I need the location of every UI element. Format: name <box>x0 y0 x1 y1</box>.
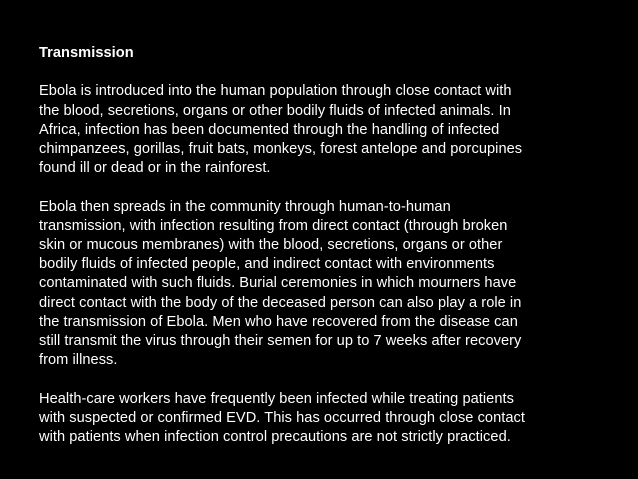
text-line: Health-care workers have frequently been infected while treating patients <box>39 390 514 407</box>
text-line: found ill or dead or in the rainforest. <box>39 160 271 177</box>
text-line: from illness. <box>39 352 118 369</box>
paragraph-3 <box>39 390 619 448</box>
text-line: with suspected or confirmed EVD. This has occurred through close contact <box>39 409 525 426</box>
text-line: contaminated with such fluids. Burial ceremonies in which mourners have <box>39 275 517 292</box>
slide-heading: Transmission <box>39 45 134 61</box>
text-line: direct contact with the body of the deceased person can also play a role in <box>39 294 522 311</box>
slide-content <box>39 44 619 447</box>
text-line: chimpanzees, gorillas, fruit bats, monkeys, forest antelope and porcupines <box>39 141 523 157</box>
text-line: with patients when infection control precautions are not strictly practiced. <box>39 429 511 446</box>
text-line: transmission, with infection resulting from direct contact (through broken <box>39 217 508 234</box>
text-line: bodily fluids of infected people, and indirect contact with environments <box>39 256 495 273</box>
text-line: skin or mucous membranes) with the blood, secretions, organs or other <box>39 237 503 253</box>
text-line: the transmission of Ebola. Men who have recovered from the disease can <box>39 313 518 330</box>
paragraph-2 <box>39 198 619 371</box>
paragraph-1 <box>39 82 619 178</box>
text-line: the blood, secretions, organs or other bodily fluids of infected animals. In <box>39 102 511 119</box>
text-line: Ebola is introduced into the human population through close contact with <box>39 83 512 100</box>
text-line: Ebola then spreads in the community through human-to-human <box>39 198 451 215</box>
text-line: still transmit the virus through their semen for up to 7 weeks after recovery <box>39 333 522 350</box>
text-line: Africa, infection has been documented through the handling of infected <box>39 121 500 138</box>
